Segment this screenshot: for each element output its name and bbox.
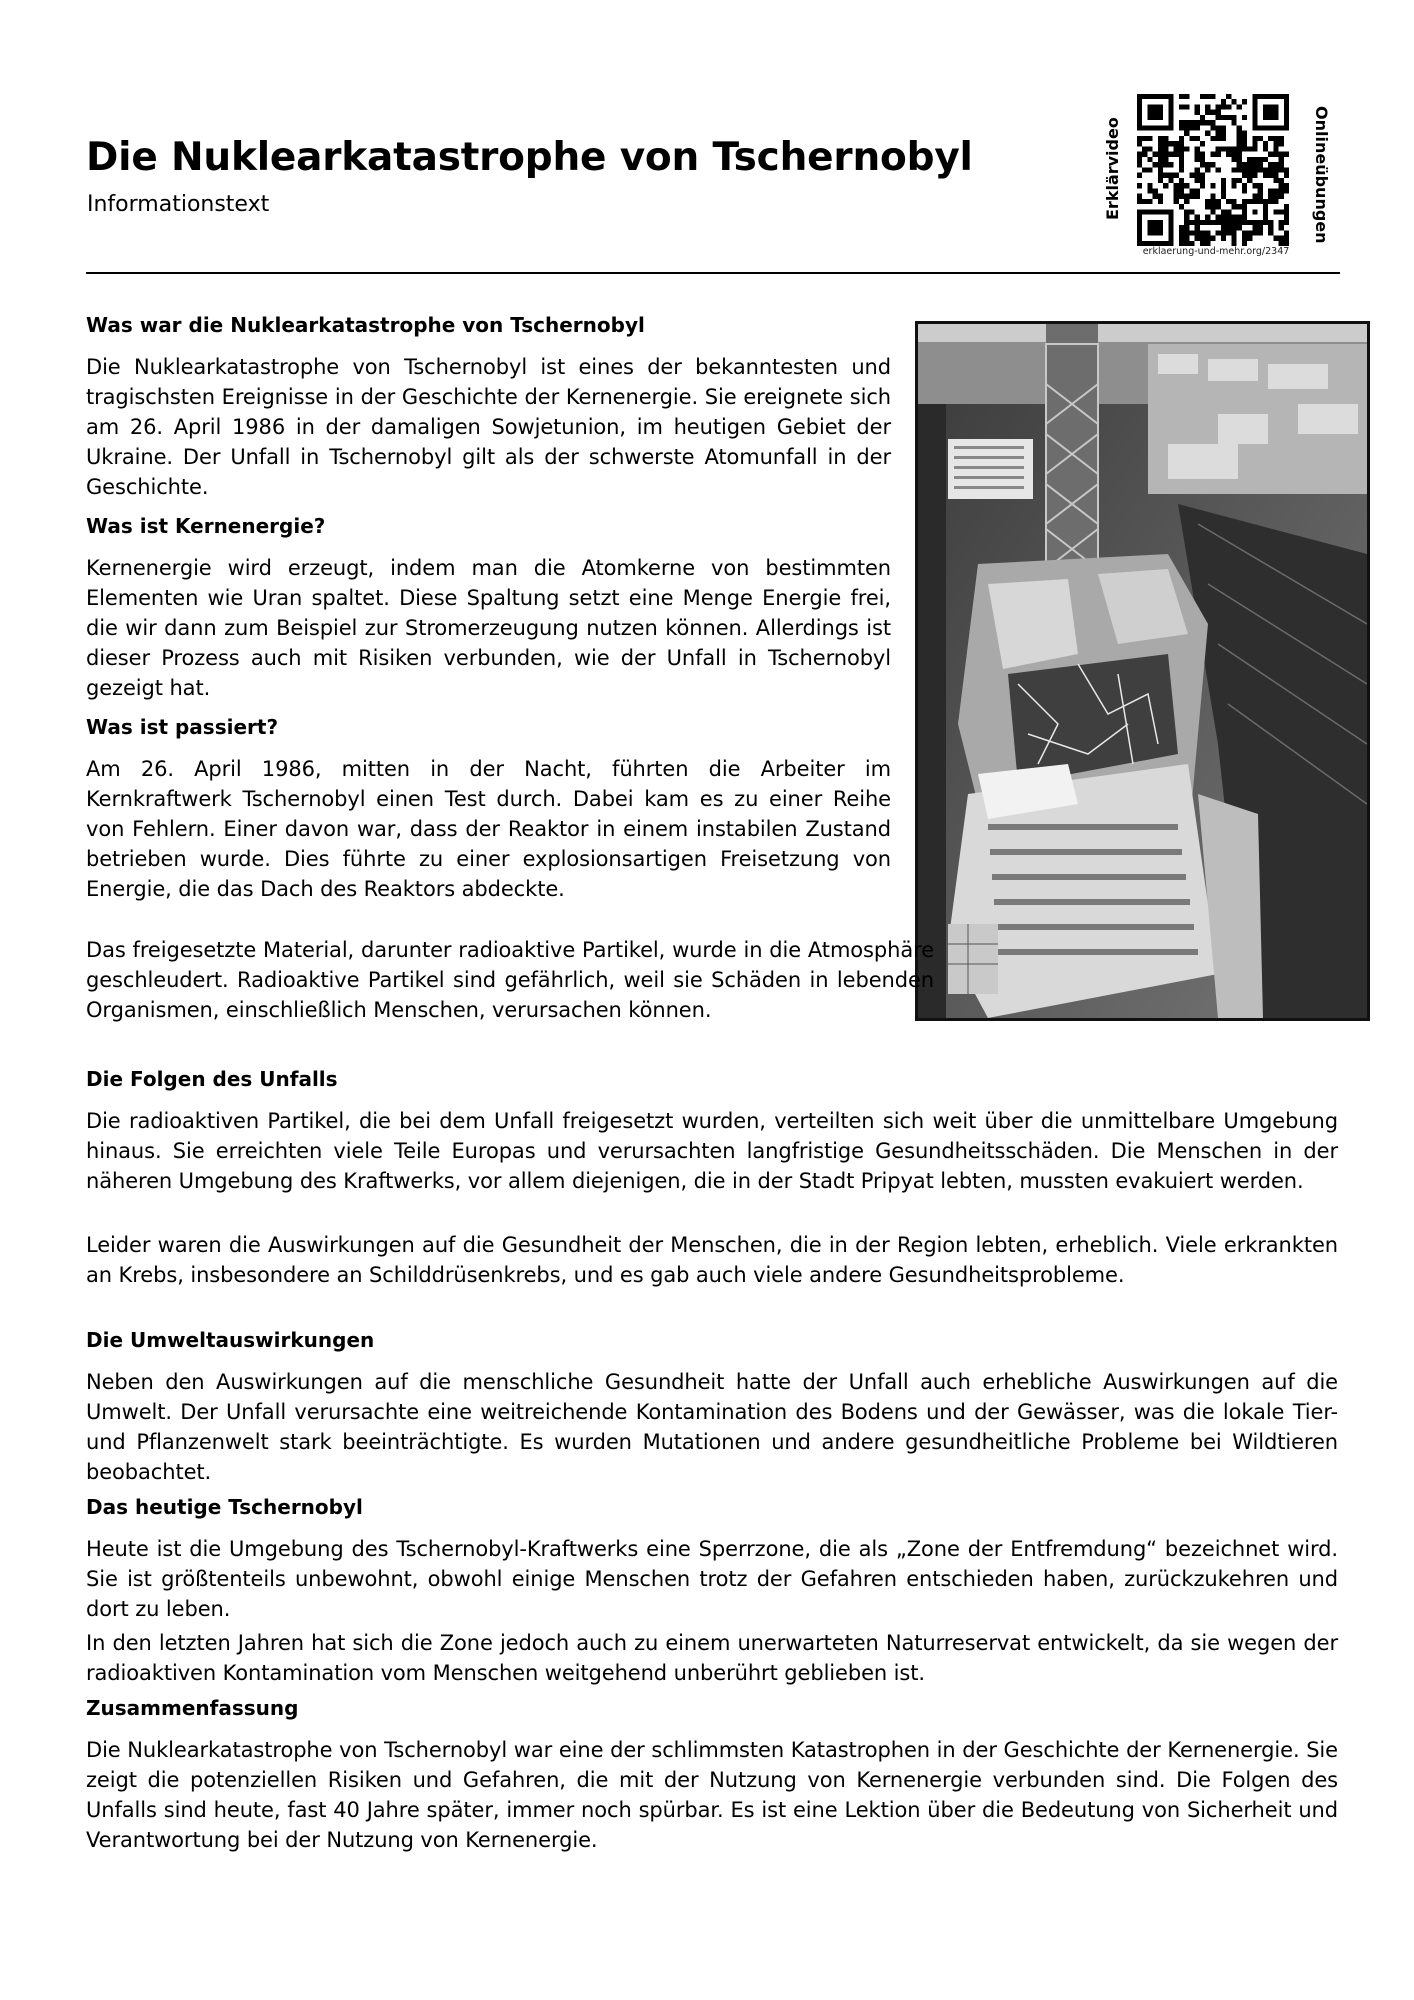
- section-paragraph: Die Nuklearkatastrophe von Tschernobyl war eine der schlimmsten Katastrophen in der Geschichte der Kernenergie. Sie zeigt die potenziellen Risiken und Gefahren, die mit der Nutzung von Kernenergie verbunden sind. Die Folgen des Unfalls sind heute, fast 40 Jahre später, immer noch spürbar. Es ist eine Lektion über die Bedeutung von Sicherheit und Verantwortung bei der Nutzung von Kernenergie.: [86, 1738, 1338, 1852]
- section-paragraph: Leider waren die Auswirkungen auf die Gesundheit der Menschen, die in der Region lebten, erheblich. Viele erkrankten an Krebs, insbesondere an Schilddrüsenkrebs, und es gab auch viele andere Gesundheitsprobleme.: [86, 1233, 1338, 1287]
- header-divider: [86, 272, 1340, 274]
- section-heading: Das heutige Tschernobyl: [86, 1495, 363, 1519]
- section-heading: Was ist passiert?: [86, 715, 279, 739]
- page-subtitle: Informationstext: [87, 192, 270, 217]
- page-title: Die Nuklearkatastrophe von Tschernobyl: [86, 135, 973, 180]
- qr-code-image[interactable]: [1137, 94, 1289, 246]
- section-heading: Was ist Kernenergie?: [86, 514, 326, 538]
- section-heading: Die Folgen des Unfalls: [86, 1067, 338, 1091]
- section-heading: Was war die Nuklearkatastrophe von Tschernobyl: [86, 313, 645, 337]
- qr-url[interactable]: erklaerung-und-mehr.org/2347: [1142, 246, 1290, 257]
- section-heading: Zusammenfassung: [86, 1696, 299, 1720]
- reactor-photo: [915, 321, 1370, 1021]
- section-paragraph: Neben den Auswirkungen auf die menschliche Gesundheit hatte der Unfall auch erhebliche Auswirkungen auf die Umwelt. Der Unfall verursachte eine weitreichende Kontamination des Bodens und der Gewässer, was die lokale Tier- und Pflanzenwelt stark beeinträchtigte. Es wurden Mutationen und andere gesundheitliche Probleme bei Wildtieren beobachtet.: [86, 1370, 1338, 1484]
- qr-block: [1105, 94, 1345, 266]
- section-paragraph: Heute ist die Umgebung des Tschernobyl-Kraftwerks eine Sperrzone, die als „Zone der Entfremdung“ bezeichnet wird. Sie ist größtenteils unbewohnt, obwohl einige Menschen trotz der Gefahren entschieden haben, zurückzukehren und dort zu leben.: [86, 1537, 1338, 1621]
- section-heading: Die Umweltauswirkungen: [86, 1328, 375, 1352]
- qr-video-label: Erklärvideo: [1103, 117, 1122, 220]
- section-paragraph: Am 26. April 1986, mitten in der Nacht, führten die Arbeiter im Kernkraftwerk Tschernobyl einen Test durch. Dabei kam es zu einer Reihe von Fehlern. Einer davon war, dass der Reaktor in einem instabilen Zustand betrieben wurde. Dies führte zu einer explosionsartigen Freisetzung von Energie, die das Dach des Reaktors abdeckte.: [86, 757, 891, 901]
- section-paragraph: Das freigesetzte Material, darunter radioaktive Partikel, wurde in die Atmosphäre geschleudert. Radioaktive Partikel sind gefährlich, weil sie Schäden in lebenden Organismen, einschließlich Menschen, verursachen können.: [86, 938, 934, 1022]
- section-paragraph: In den letzten Jahren hat sich die Zone jedoch auch zu einem unerwarteten Naturreservat entwickelt, da sie wegen der radioaktiven Kontamination vom Menschen weitgehend unberührt geblieben ist.: [86, 1631, 1338, 1685]
- section-paragraph: Die radioaktiven Partikel, die bei dem Unfall freigesetzt wurden, verteilten sich weit über die unmittelbare Umgebung hinaus. Sie erreichten viele Teile Europas und verursachten langfristige Gesundheitsschäden. Die Menschen in der näheren Umgebung des Kraftwerks, vor allem diejenigen, die in der Stadt Pripyat lebten, mussten evakuiert werden.: [86, 1109, 1338, 1193]
- qr-exercises-label: Onlineübungen: [1312, 106, 1331, 244]
- section-paragraph: Kernenergie wird erzeugt, indem man die Atomkerne von bestimmten Elementen wie Uran spaltet. Diese Spaltung setzt eine Menge Energie frei, die wir dann zum Beispiel zur Stromerzeugung nutzen können. Allerdings ist dieser Prozess auch mit Risiken verbunden, wie der Unfall in Tschernobyl gezeigt hat.: [86, 556, 891, 700]
- section-paragraph: Die Nuklearkatastrophe von Tschernobyl ist eines der bekanntesten und tragischsten Ereignisse in der Geschichte der Kernenergie. Sie ereignete sich am 26. April 1986 in der damaligen Sowjetunion, im heutigen Gebiet der Ukraine. Der Unfall in Tschernobyl gilt als der schwerste Atomunfall in der Geschichte.: [86, 355, 891, 499]
